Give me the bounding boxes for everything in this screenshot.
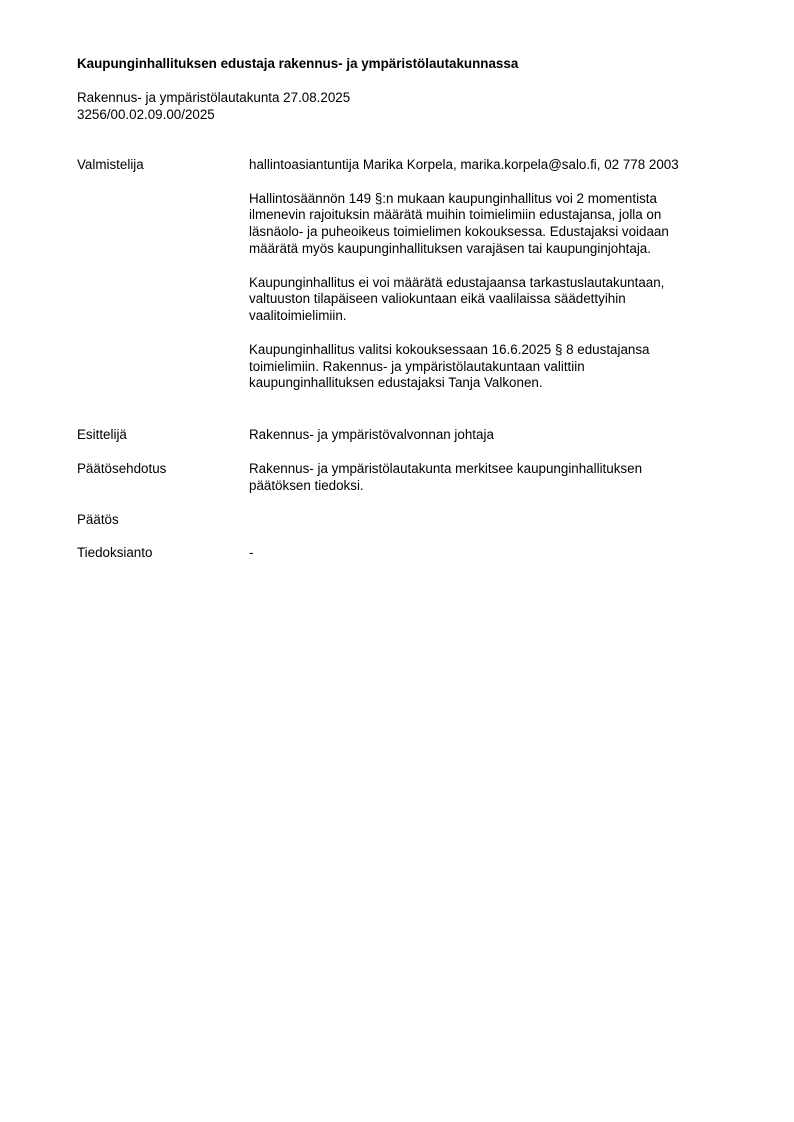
- esittelija-label: Esittelijä: [77, 427, 127, 442]
- paatosehdotus-content: [249, 461, 729, 495]
- valmistelija-label: Valmistelija: [77, 157, 144, 172]
- tiedoksianto-label: Tiedoksianto: [77, 545, 153, 560]
- paragraph-1-line-4: määrätä myös kaupunginhallituksen varajäsen tai kaupunginjohtaja.: [249, 240, 651, 256]
- paatosehdotus-line-2: päätöksen tiedoksi.: [249, 477, 364, 493]
- paragraph-3-line-2: toimielimiin. Rakennus- ja ympäristölautakuntaan valittiin: [249, 358, 585, 374]
- paragraph-2: [249, 275, 729, 325]
- esittelija-value: Rakennus- ja ympäristövalvonnan johtaja: [249, 427, 494, 442]
- paragraph-3-line-1: Kaupunginhallitus valitsi kokouksessaan 16.6.2025 § 8 edustajansa: [249, 341, 650, 357]
- valmistelija-content: [249, 157, 729, 392]
- paragraph-1-line-2: ilmenevin rajoituksin määrätä muihin toimielimiin edustajansa, jolla on: [249, 207, 662, 223]
- tiedoksianto-value: -: [249, 545, 254, 560]
- paragraph-1-line-3: läsnäolo- ja puheoikeus toimielimen kokouksessa. Edustajaksi voidaan: [249, 224, 669, 240]
- paragraph-1: [249, 191, 729, 258]
- meeting-meta: [77, 90, 737, 124]
- preparer-line: hallintoasiantuntija Marika Korpela, marika.korpela@salo.fi, 02 778 2003: [249, 157, 679, 172]
- paragraph-2-line-2: valtuuston tilapäiseen valiokuntaan eikä vaalilaissa säädettyihin: [249, 291, 626, 307]
- case-number: 3256/00.02.09.00/2025: [77, 106, 215, 122]
- paragraph-2-line-1: Kaupunginhallitus ei voi määrätä edustajaansa tarkastuslautakuntaan,: [249, 274, 665, 290]
- paragraph-3: [249, 342, 729, 392]
- paragraph-3-line-3: kaupunginhallituksen edustajaksi Tanja Valkonen.: [249, 375, 543, 391]
- paatosehdotus-line-1: Rakennus- ja ympäristölautakunta merkitsee kaupunginhallituksen: [249, 461, 643, 476]
- paragraph-2-line-3: vaalitoimielimiin.: [249, 308, 347, 324]
- paatos-label: Päätös: [77, 512, 119, 527]
- paragraph-1-line-1: Hallintosäännön 149 §:n mukaan kaupunginhallitus voi 2 momentista: [249, 190, 657, 206]
- paatosehdotus-label: Päätösehdotus: [77, 461, 167, 476]
- document-title: Kaupunginhallituksen edustaja rakennus- ja ympäristölautakunnassa: [77, 56, 519, 71]
- meeting-info: Rakennus- ja ympäristölautakunta 27.08.2025: [77, 90, 351, 105]
